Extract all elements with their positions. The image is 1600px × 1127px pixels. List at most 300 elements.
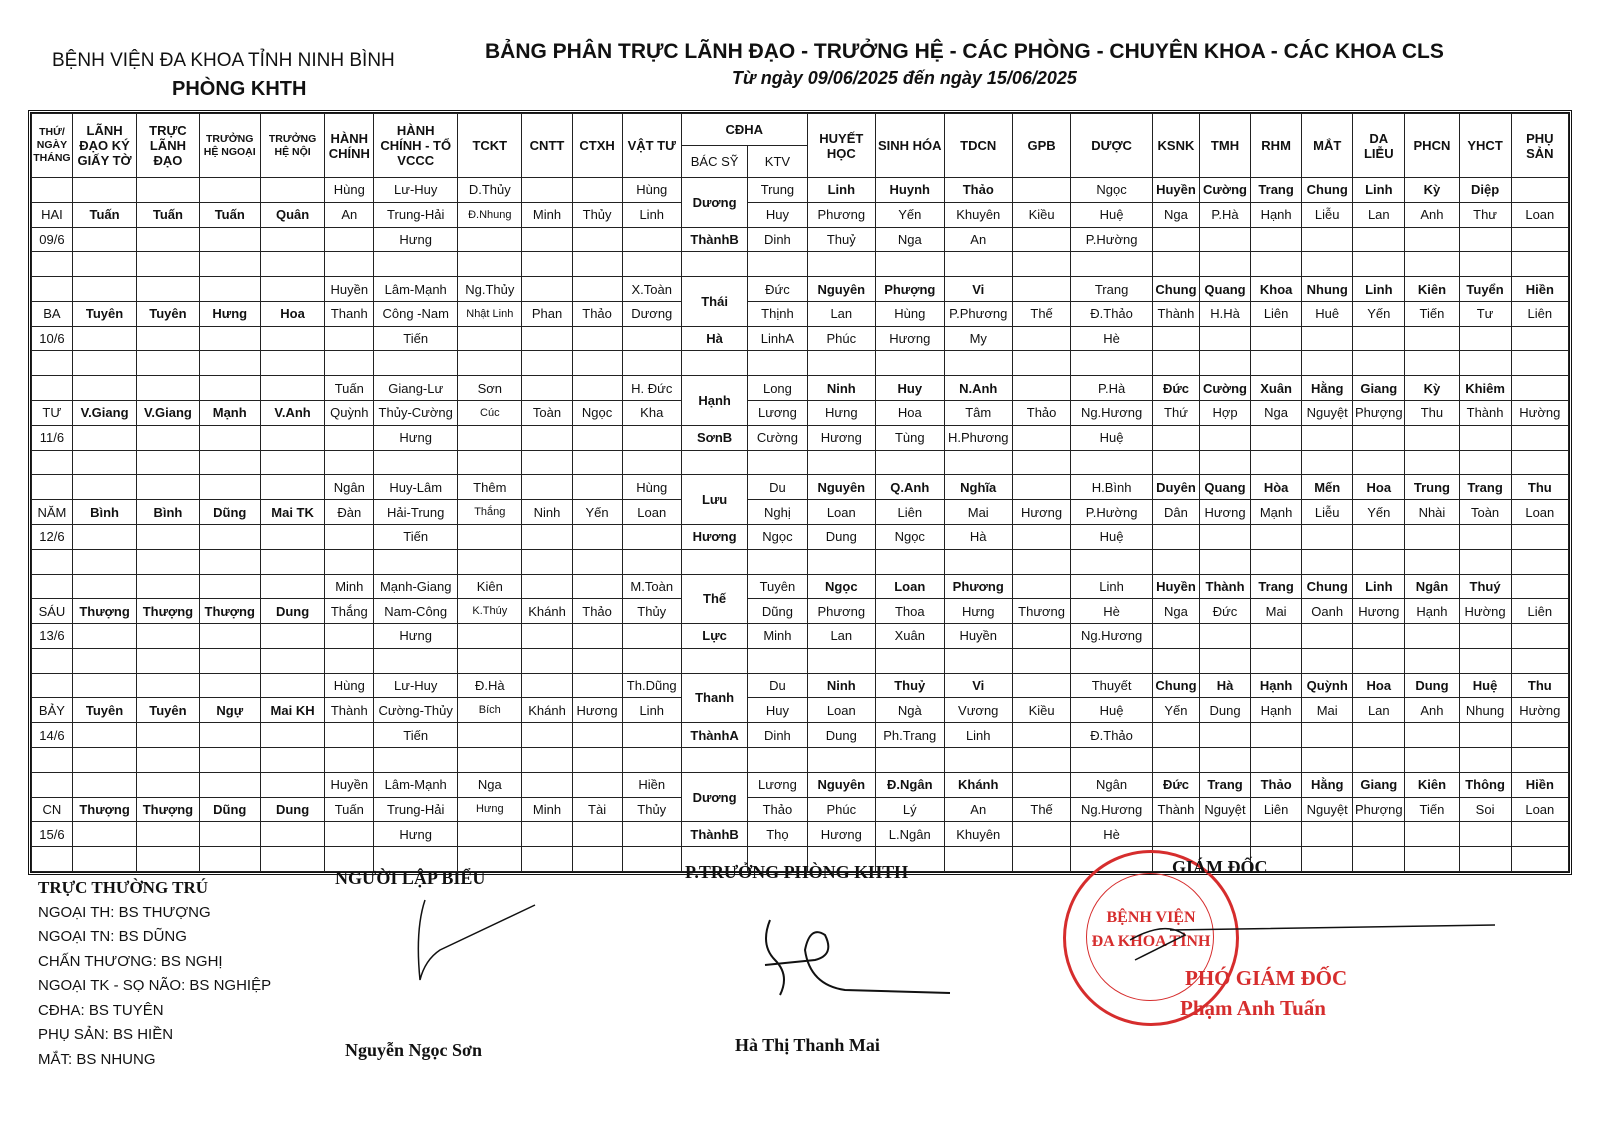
schedule-cell	[622, 425, 681, 450]
schedule-cell: Hòa	[1251, 475, 1302, 500]
schedule-cell	[522, 475, 572, 500]
schedule-cell	[572, 252, 622, 277]
col-hanh-chinh: HÀNH CHÍNH	[325, 114, 374, 178]
schedule-cell	[1405, 624, 1459, 649]
schedule-cell: Thắng	[458, 500, 522, 525]
schedule-cell: V.Giang	[72, 401, 136, 426]
schedule-cell: Hường	[1511, 698, 1568, 723]
schedule-cell	[1152, 227, 1199, 252]
schedule-cell: Vương	[944, 698, 1012, 723]
schedule-cell: Nga	[1152, 599, 1199, 624]
schedule-cell	[72, 574, 136, 599]
schedule-cell: Ngọc	[876, 524, 944, 549]
schedule-cell: Thoa	[876, 599, 944, 624]
schedule-cell	[1302, 822, 1353, 847]
col-rhm: RHM	[1251, 114, 1302, 178]
schedule-cell	[876, 747, 944, 772]
vice-director-title: PHÓ GIÁM ĐỐC	[1185, 966, 1348, 990]
schedule-cell: BA	[32, 301, 73, 326]
schedule-cell: Du	[748, 475, 807, 500]
schedule-cell: Mai	[944, 500, 1012, 525]
schedule-cell: 10/6	[32, 326, 73, 351]
schedule-cell: Hưng	[458, 797, 522, 822]
schedule-cell: Huyền	[1152, 574, 1199, 599]
schedule-cell: Thượng	[137, 797, 199, 822]
schedule-cell: Hoa	[1353, 475, 1405, 500]
schedule-cell: Huệ	[1071, 698, 1153, 723]
schedule-cell: Trung	[1405, 475, 1459, 500]
schedule-cell	[72, 673, 136, 698]
schedule-cell	[1353, 450, 1405, 475]
schedule-cell: Ng.Thủy	[458, 277, 522, 302]
table-row	[32, 301, 1569, 326]
schedule-cell: Hưng	[374, 227, 458, 252]
col-truc-lanh-dao: TRỰC LÃNH ĐẠO	[137, 114, 199, 178]
schedule-cell	[32, 549, 73, 574]
schedule-cell: Sơn	[458, 376, 522, 401]
schedule-cell	[944, 648, 1012, 673]
resident-line: CĐHA: BS TUYÊN	[38, 1001, 164, 1019]
schedule-cell: Minh	[325, 574, 374, 599]
table-row	[32, 673, 1569, 698]
schedule-cell	[1353, 351, 1405, 376]
schedule-cell	[681, 747, 747, 772]
schedule-cell	[374, 747, 458, 772]
schedule-cell: Chung	[1302, 574, 1353, 599]
schedule-cell: Đức	[1152, 376, 1199, 401]
schedule-cell	[522, 450, 572, 475]
schedule-cell	[32, 277, 73, 302]
schedule-cell	[748, 351, 807, 376]
col-phu-san: PHỤ SẢN	[1511, 114, 1568, 178]
schedule-cell	[137, 549, 199, 574]
schedule-cell: Thành	[1199, 574, 1250, 599]
schedule-cell: H.Bình	[1071, 475, 1153, 500]
schedule-cell: CN	[32, 797, 73, 822]
schedule-cell	[72, 425, 136, 450]
schedule-cell	[72, 847, 136, 872]
schedule-cell: L.Ngân	[876, 822, 944, 847]
schedule-cell: Liên	[1251, 797, 1302, 822]
schedule-cell	[1012, 326, 1070, 351]
schedule-cell	[1012, 178, 1070, 203]
header-right	[485, 40, 1444, 89]
schedule-cell: Dung	[807, 723, 875, 748]
schedule-cell	[1302, 847, 1353, 872]
schedule-cell	[137, 475, 199, 500]
schedule-cell	[876, 252, 944, 277]
schedule-cell: Huệ	[1071, 524, 1153, 549]
schedule-cell	[72, 648, 136, 673]
schedule-cell	[1511, 822, 1568, 847]
schedule-cell: Lan	[1353, 698, 1405, 723]
schedule-cell	[1405, 425, 1459, 450]
schedule-cell	[807, 450, 875, 475]
schedule-cell	[1199, 252, 1250, 277]
schedule-cell: Kiên	[458, 574, 522, 599]
schedule-cell	[1012, 277, 1070, 302]
schedule-cell: Thế	[1012, 301, 1070, 326]
schedule-cell: Ng.Hương	[1071, 624, 1153, 649]
schedule-cell	[260, 178, 324, 203]
schedule-cell: Mạnh	[199, 401, 260, 426]
table-row	[32, 648, 1569, 673]
schedule-cell: Thảo	[1012, 401, 1070, 426]
schedule-cell	[1012, 673, 1070, 698]
schedule-cell: Thư	[1459, 202, 1511, 227]
col-vat-tu: VẬT TƯ	[622, 114, 681, 178]
col-huyet-hoc: HUYẾT HỌC	[807, 114, 875, 178]
schedule-cell: Huyền	[325, 277, 374, 302]
schedule-cell	[1302, 747, 1353, 772]
schedule-cell: Cường	[1199, 178, 1250, 203]
schedule-cell	[1199, 624, 1250, 649]
schedule-cell: Huy	[876, 376, 944, 401]
schedule-cell: Hùng	[622, 475, 681, 500]
schedule-cell: Giang-Lư	[374, 376, 458, 401]
schedule-cell: BẢY	[32, 698, 73, 723]
table-row	[32, 822, 1569, 847]
schedule-cell: Hà	[1199, 673, 1250, 698]
schedule-cell	[199, 772, 260, 797]
schedule-cell	[681, 252, 747, 277]
schedule-cell	[944, 747, 1012, 772]
schedule-cell: Yến	[1353, 500, 1405, 525]
schedule-cell	[1353, 425, 1405, 450]
schedule-cell	[1405, 847, 1459, 872]
schedule-cell: Hưng	[374, 425, 458, 450]
schedule-cell: Hiền	[1511, 277, 1568, 302]
schedule-cell: Kỳ	[1405, 376, 1459, 401]
schedule-cell: Thủy-Cường	[374, 401, 458, 426]
schedule-cell	[458, 723, 522, 748]
table-row	[32, 376, 1569, 401]
schedule-cell: Hương	[807, 425, 875, 450]
schedule-cell: Hương	[1353, 599, 1405, 624]
schedule-cell	[325, 227, 374, 252]
schedule-cell	[522, 252, 572, 277]
schedule-cell	[1511, 648, 1568, 673]
schedule-cell	[199, 822, 260, 847]
schedule-cell: 11/6	[32, 425, 73, 450]
schedule-cell: Tuấn	[325, 376, 374, 401]
schedule-cell: Huy-Lâm	[374, 475, 458, 500]
schedule-cell: X.Toàn	[622, 277, 681, 302]
schedule-cell: Dung	[807, 524, 875, 549]
schedule-cell	[572, 673, 622, 698]
schedule-cell: Nam-Công	[374, 599, 458, 624]
schedule-cell: Yến	[876, 202, 944, 227]
schedule-cell: P.Hà	[1071, 376, 1153, 401]
schedule-cell: Tiến	[374, 326, 458, 351]
schedule-cell	[522, 351, 572, 376]
schedule-cell: Loan	[1511, 797, 1568, 822]
schedule-cell: Thành	[1459, 401, 1511, 426]
schedule-title: BẢNG PHÂN TRỰC LÃNH ĐẠO - TRƯỞNG HỆ - CÁC PHÒNG - CHUYÊN KHOA - CÁC KHOA CLS	[485, 40, 1444, 63]
table-row	[32, 599, 1569, 624]
schedule-cell	[199, 847, 260, 872]
schedule-cell	[325, 549, 374, 574]
schedule-cell	[522, 574, 572, 599]
schedule-cell	[1459, 450, 1511, 475]
schedule-cell: Quân	[260, 202, 324, 227]
schedule-cell: SơnB	[681, 425, 747, 450]
schedule-cell	[572, 549, 622, 574]
schedule-cell	[1199, 822, 1250, 847]
schedule-cell	[572, 178, 622, 203]
schedule-cell	[72, 227, 136, 252]
schedule-cell: Hè	[1071, 599, 1153, 624]
schedule-cell	[622, 524, 681, 549]
schedule-cell: Tuyên	[137, 698, 199, 723]
schedule-cell	[876, 648, 944, 673]
schedule-cell	[1302, 624, 1353, 649]
schedule-cell: Mai KH	[260, 698, 324, 723]
schedule-cell: D.Thủy	[458, 178, 522, 203]
schedule-cell	[199, 723, 260, 748]
schedule-cell	[137, 252, 199, 277]
schedule-cell: Mai	[1302, 698, 1353, 723]
schedule-cell: Hương	[876, 326, 944, 351]
col-sinh-hoa: SINH HÓA	[876, 114, 944, 178]
schedule-cell	[137, 425, 199, 450]
schedule-cell: Loan	[1511, 500, 1568, 525]
schedule-cell	[260, 747, 324, 772]
schedule-cell: 15/6	[32, 822, 73, 847]
schedule-cell	[72, 351, 136, 376]
schedule-cell: 09/6	[32, 227, 73, 252]
schedule-cell: Anh	[1405, 698, 1459, 723]
schedule-cell	[572, 450, 622, 475]
schedule-cell: Lý	[876, 797, 944, 822]
schedule-cell	[572, 227, 622, 252]
stamp-line: ĐA KHOA TỈNH	[1091, 933, 1211, 950]
schedule-cell: Khánh	[522, 599, 572, 624]
schedule-cell: Ngọc	[572, 401, 622, 426]
schedule-cell	[32, 475, 73, 500]
schedule-cell: V.Giang	[137, 401, 199, 426]
schedule-cell: Hằng	[1302, 376, 1353, 401]
schedule-cell	[522, 847, 572, 872]
schedule-cell: Chung	[1302, 178, 1353, 203]
schedule-cell: Hưng	[944, 599, 1012, 624]
preparer-title: NGƯỜI LẬP BIỂU	[335, 868, 486, 888]
table-row	[32, 425, 1569, 450]
schedule-cell	[260, 450, 324, 475]
schedule-cell: Tiến	[374, 723, 458, 748]
schedule-cell: Dân	[1152, 500, 1199, 525]
schedule-cell: Tâm	[944, 401, 1012, 426]
schedule-cell: Tư	[1459, 301, 1511, 326]
schedule-cell	[1353, 822, 1405, 847]
schedule-cell: Ngân	[325, 475, 374, 500]
col-lanh-dao: LÃNH ĐẠO KÝ GIẤY TỜ	[72, 114, 136, 178]
schedule-cell	[681, 450, 747, 475]
schedule-cell	[1012, 648, 1070, 673]
table-row	[32, 277, 1569, 302]
schedule-cell: Lưu	[681, 475, 747, 525]
table-row	[32, 772, 1569, 797]
schedule-cell: Hạnh	[1251, 202, 1302, 227]
schedule-cell	[374, 450, 458, 475]
schedule-cell: Huy	[748, 202, 807, 227]
schedule-cell: Loan	[622, 500, 681, 525]
schedule-cell: Thanh	[681, 673, 747, 723]
schedule-cell	[32, 376, 73, 401]
schedule-cell	[944, 351, 1012, 376]
schedule-cell	[72, 549, 136, 574]
schedule-cell	[260, 252, 324, 277]
schedule-cell: P.Phương	[944, 301, 1012, 326]
schedule-cell: Thượng	[137, 599, 199, 624]
schedule-cell	[572, 376, 622, 401]
schedule-cell: Đ.Thảo	[1071, 723, 1153, 748]
schedule-cell: ThànhB	[681, 227, 747, 252]
schedule-cell	[622, 624, 681, 649]
schedule-cell: Loan	[807, 698, 875, 723]
schedule-cell: Kỳ	[1405, 178, 1459, 203]
schedule-cell: Xuân	[1251, 376, 1302, 401]
schedule-cell: An	[325, 202, 374, 227]
schedule-cell: Nga	[458, 772, 522, 797]
table-row	[32, 698, 1569, 723]
schedule-cell: Tiến	[1405, 301, 1459, 326]
schedule-cell: Nguyên	[807, 475, 875, 500]
schedule-cell	[622, 450, 681, 475]
schedule-cell	[622, 723, 681, 748]
schedule-cell: Lư-Huy	[374, 178, 458, 203]
schedule-cell	[522, 549, 572, 574]
col-cntt: CNTT	[522, 114, 572, 178]
schedule-cell: Huệ	[1459, 673, 1511, 698]
schedule-cell	[1251, 252, 1302, 277]
schedule-cell	[199, 252, 260, 277]
schedule-cell: Thảo	[748, 797, 807, 822]
schedule-cell: Thủy	[622, 599, 681, 624]
schedule-cell: Soi	[1459, 797, 1511, 822]
schedule-cell: Dũng	[199, 797, 260, 822]
schedule-cell	[458, 351, 522, 376]
schedule-cell	[32, 574, 73, 599]
schedule-cell	[1199, 549, 1250, 574]
schedule-cell	[522, 624, 572, 649]
col-tmh: TMH	[1199, 114, 1250, 178]
schedule-cell: Yến	[1353, 301, 1405, 326]
schedule-cell: Dương	[681, 178, 747, 228]
schedule-cell	[260, 227, 324, 252]
schedule-cell: Loan	[1511, 202, 1568, 227]
schedule-cell: Trang	[1071, 277, 1153, 302]
schedule-cell	[1012, 574, 1070, 599]
schedule-cell: Chung	[1152, 673, 1199, 698]
schedule-cell: Hùng	[876, 301, 944, 326]
schedule-cell: Hoa	[876, 401, 944, 426]
schedule-cell: Lâm-Mạnh	[374, 772, 458, 797]
schedule-cell	[1302, 549, 1353, 574]
schedule-cell	[748, 450, 807, 475]
schedule-cell: Liễu	[1302, 202, 1353, 227]
schedule-cell	[876, 450, 944, 475]
schedule-cell: Nhật Linh	[458, 301, 522, 326]
schedule-cell: Nga	[876, 227, 944, 252]
schedule-cell: Yến	[572, 500, 622, 525]
schedule-cell	[622, 648, 681, 673]
schedule-cell	[199, 178, 260, 203]
schedule-cell	[1405, 227, 1459, 252]
schedule-cell: Thuý	[1459, 574, 1511, 599]
schedule-cell: Phượng	[1353, 797, 1405, 822]
schedule-cell: Minh	[748, 624, 807, 649]
schedule-cell: Thu	[1511, 673, 1568, 698]
schedule-cell	[807, 747, 875, 772]
schedule-cell	[572, 524, 622, 549]
schedule-cell	[1152, 747, 1199, 772]
director-title: GIÁM ĐỐC	[1172, 857, 1268, 877]
schedule-cell	[1012, 822, 1070, 847]
schedule-cell	[1459, 847, 1511, 872]
schedule-cell: Nguyên	[807, 277, 875, 302]
schedule-cell	[199, 673, 260, 698]
schedule-cell	[1199, 326, 1250, 351]
schedule-cell: Thọ	[748, 822, 807, 847]
schedule-cell	[260, 326, 324, 351]
schedule-cell	[1511, 723, 1568, 748]
schedule-cell: Quang	[1199, 475, 1250, 500]
table-row	[32, 524, 1569, 549]
col-ctxh: CTXH	[572, 114, 622, 178]
schedule-cell: Hưng	[374, 624, 458, 649]
schedule-cell: Quỳnh	[325, 401, 374, 426]
schedule-cell	[1251, 524, 1302, 549]
schedule-cell: Lư-Huy	[374, 673, 458, 698]
schedule-cell: Minh	[522, 202, 572, 227]
schedule-cell: Mạnh-Giang	[374, 574, 458, 599]
schedule-cell	[1251, 351, 1302, 376]
schedule-cell: ThànhA	[681, 723, 747, 748]
schedule-cell: Linh	[807, 178, 875, 203]
schedule-cell	[1511, 624, 1568, 649]
schedule-cell	[572, 425, 622, 450]
schedule-cell	[137, 648, 199, 673]
schedule-cell	[260, 772, 324, 797]
table-row	[32, 475, 1569, 500]
schedule-cell	[137, 624, 199, 649]
schedule-cell: Anh	[1405, 202, 1459, 227]
schedule-cell	[1511, 178, 1568, 203]
schedule-cell	[1251, 549, 1302, 574]
schedule-cell	[72, 822, 136, 847]
schedule-cell: Vi	[944, 277, 1012, 302]
schedule-cell: Dung	[260, 599, 324, 624]
schedule-cell: NĂM	[32, 500, 73, 525]
schedule-cell	[1199, 351, 1250, 376]
schedule-cell	[458, 252, 522, 277]
vice-director-name: Phạm Anh Tuấn	[1180, 996, 1326, 1020]
schedule-cell	[1071, 648, 1153, 673]
schedule-cell: Cường-Thủy	[374, 698, 458, 723]
schedule-cell: Hương	[681, 524, 747, 549]
schedule-cell: P.Hường	[1071, 500, 1153, 525]
schedule-cell: Lâm-Mạnh	[374, 277, 458, 302]
schedule-cell	[1012, 425, 1070, 450]
schedule-cell: Bích	[458, 698, 522, 723]
schedule-cell: Thành	[325, 698, 374, 723]
schedule-cell	[374, 648, 458, 673]
resident-line: NGOẠI TH: BS THƯỢNG	[38, 903, 211, 921]
schedule-cell: My	[944, 326, 1012, 351]
schedule-cell: Liên	[1251, 301, 1302, 326]
schedule-cell	[522, 747, 572, 772]
